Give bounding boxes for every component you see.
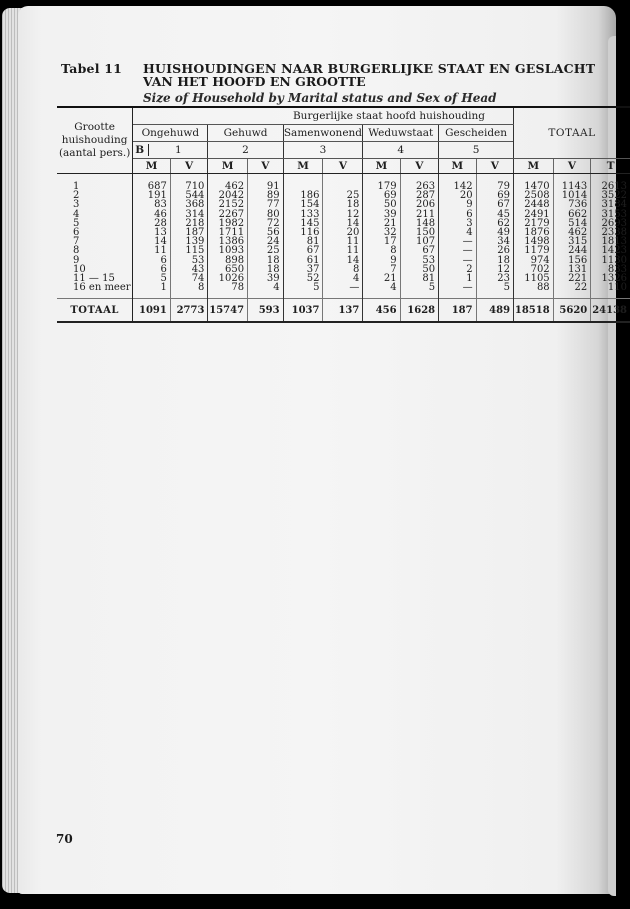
totaal-t-column: [591, 174, 630, 299]
total-ongehuwd-v: 2773: [170, 299, 208, 323]
table-cell: 898: [224, 254, 245, 266]
table-number: Tabel 11: [61, 61, 122, 76]
col-header-m: M: [283, 159, 323, 174]
col-header-total-v: V: [553, 159, 591, 174]
table-cell: 18: [266, 254, 280, 266]
table-cell: 72: [266, 217, 280, 229]
table-cell: 1: [160, 282, 167, 294]
table-cell: 2693: [601, 217, 627, 229]
ongehuwd-m-column: [133, 174, 171, 299]
table-cell: 43: [191, 263, 205, 275]
gehuwd-v-column: [248, 174, 284, 299]
gehuwd-m-column: [208, 174, 248, 299]
table-cell: 6: [466, 208, 473, 220]
table-cell: 1: [466, 272, 473, 284]
table-cell: 3: [466, 217, 473, 229]
table-cell: 206: [416, 199, 436, 211]
table-cell: 45: [497, 208, 511, 220]
table-cell: 833: [607, 263, 627, 275]
table-cell: 3522: [601, 190, 627, 202]
table-cell: 8: [352, 263, 360, 275]
table-cell: 5: [428, 282, 436, 294]
table-cell: 4: [352, 272, 360, 284]
table-cell: 2: [466, 263, 473, 275]
table-cell: 14: [346, 254, 360, 266]
table-cell: 6: [160, 263, 167, 275]
total-samenwonend-v: 137: [323, 299, 363, 323]
table-cell: 1982: [218, 217, 245, 229]
table-cell: 18: [346, 199, 360, 211]
table-cell: 67: [422, 245, 436, 257]
col-header-v: V: [476, 159, 513, 174]
table-cell: 2448: [524, 199, 550, 211]
col-header-v: V: [170, 159, 208, 174]
table-cell: 115: [185, 245, 205, 257]
table-cell: 20: [346, 226, 360, 238]
table-cell: 52: [306, 272, 320, 284]
table-cell: 25: [266, 245, 280, 257]
table-cell: 9: [466, 199, 473, 211]
table-cell: 32: [383, 226, 397, 238]
table-cell: 2508: [524, 190, 550, 202]
gescheiden-v-column: [476, 174, 513, 299]
table-cell: 78: [231, 282, 245, 294]
gescheiden-m-column: [439, 174, 476, 299]
table-cell: 710: [185, 181, 205, 192]
col-header-m: M: [439, 159, 476, 174]
table-cell: 56: [266, 226, 280, 238]
table-cell: 6: [73, 226, 80, 238]
table-cell: 17: [383, 236, 397, 248]
group-weduwstaat: Weduwstaat: [363, 125, 439, 142]
table-title-block: [61, 62, 621, 105]
table-cell: 4: [390, 282, 397, 294]
table-cell: 145: [300, 217, 320, 229]
table-cell: —: [462, 245, 473, 257]
samenwonend-m-column: [283, 174, 323, 299]
table-cell: 11: [154, 245, 167, 257]
table-cell: 4: [73, 208, 80, 220]
table-cell: 12: [346, 208, 360, 220]
total-gehuwd-v: 593: [248, 299, 284, 323]
table-cell: 8: [390, 245, 397, 257]
totaal-m-column: [514, 174, 554, 299]
table-cell: 662: [568, 208, 588, 220]
table-cell: 702: [530, 263, 550, 275]
total-gescheiden-m: 187: [439, 299, 476, 323]
total-samenwonend-m: 1037: [283, 299, 323, 323]
total-totaal-t: 24138: [591, 299, 630, 323]
table-cell: 221: [568, 272, 588, 284]
table-cell: 49: [497, 226, 511, 238]
size-labels: [57, 174, 133, 299]
table-cell: 21: [383, 272, 397, 284]
household-table: [57, 106, 630, 323]
table-cell: 1105: [524, 272, 550, 284]
table-cell: 22: [574, 282, 588, 294]
table-cell: 88: [536, 282, 550, 294]
table-cell: 50: [383, 199, 397, 211]
table-cell: 61: [306, 254, 320, 266]
table-cell: 462: [568, 226, 588, 238]
col-header-v: V: [400, 159, 439, 174]
table-cell: 7: [390, 263, 397, 275]
table-cell: 9: [73, 254, 80, 266]
totals-row: [57, 299, 630, 323]
table-cell: —: [349, 282, 360, 294]
col-header-v: V: [323, 159, 363, 174]
table-cell: 2267: [218, 208, 245, 220]
col-header-v: V: [248, 159, 284, 174]
table-cell: 91: [266, 181, 280, 192]
table-cell: 1179: [524, 245, 550, 257]
table-cell: 26: [497, 245, 511, 257]
table-cell: 211: [416, 208, 436, 220]
table-cell: 4: [273, 282, 280, 294]
table-cell: 1498: [524, 236, 550, 248]
table-cell: 462: [224, 181, 245, 192]
total-totaal-m: 18518: [514, 299, 554, 323]
table-cell: 156: [568, 254, 588, 266]
table-cell: 77: [266, 199, 280, 211]
table-cell: 191: [147, 190, 167, 202]
table-cell: 1386: [218, 236, 245, 248]
table-cell: 1876: [524, 226, 550, 238]
table-cell: 974: [530, 254, 550, 266]
col-header-total-t: T: [591, 159, 630, 174]
group-number-4: 4: [363, 142, 439, 159]
table-cell: 10: [73, 263, 86, 275]
col-header-m: M: [133, 159, 171, 174]
table-cell: 7: [73, 236, 80, 248]
group-number-2: 2: [208, 142, 283, 159]
table-cell: 186: [300, 190, 320, 202]
table-cell: 13: [154, 226, 167, 238]
table-cell: 263: [416, 181, 436, 192]
table-cell: 79: [497, 181, 511, 192]
table-cell: 5: [160, 272, 167, 284]
table-cell: 736: [568, 199, 588, 211]
table-cell: 2179: [524, 217, 550, 229]
table-cell: 650: [224, 263, 245, 275]
table-cell: 287: [416, 190, 436, 202]
table-cell: 133: [300, 208, 320, 220]
table-cell: 50: [422, 263, 436, 275]
table-cell: 62: [497, 217, 511, 229]
table-cell: 218: [185, 217, 205, 229]
table-cell: 4: [466, 226, 473, 238]
table-cell: 3: [73, 199, 80, 211]
group-ongehuwd: Ongehuwd: [133, 125, 208, 142]
table-cell: 315: [568, 236, 588, 248]
table-cell: 2338: [601, 226, 627, 238]
group-gehuwd: Gehuwd: [208, 125, 283, 142]
table-cell: 39: [266, 272, 280, 284]
table-cell: 2: [73, 190, 80, 202]
table-cell: 11 — 15: [73, 272, 115, 284]
table-cell: 2491: [524, 208, 550, 220]
table-cell: 16 en meer: [73, 282, 131, 294]
col-header-m: M: [208, 159, 248, 174]
table-cell: 187: [185, 226, 205, 238]
table-cell: 34: [497, 236, 511, 248]
total-weduwstaat-m: 456: [363, 299, 400, 323]
table-cell: 1130: [601, 254, 627, 266]
table-cell: 2613: [601, 181, 627, 192]
table-cell: 1423: [601, 245, 627, 257]
table-cell: 116: [300, 226, 320, 238]
table-cell: 25: [346, 190, 360, 202]
table-cell: 24: [266, 236, 280, 248]
table-title-line1: Tabel 11 HUISHOUDINGEN NAAR BURGERLIJKE STAAT EN GESLACHT: [61, 61, 596, 76]
page-number: 70: [56, 832, 73, 846]
table-cell: 179: [377, 181, 397, 192]
table-cell: 80: [266, 208, 280, 220]
total-ongehuwd-m: 1091: [133, 299, 171, 323]
table-cell: 3184: [601, 199, 627, 211]
table-cell: 368: [185, 199, 205, 211]
table-cell: 244: [568, 245, 588, 257]
table-cell: 23: [497, 272, 511, 284]
total-weduwstaat-v: 1628: [400, 299, 439, 323]
table-cell: 69: [497, 190, 511, 202]
table-cell: 81: [306, 236, 320, 248]
table-cell: 89: [266, 190, 280, 202]
table-cell: 67: [306, 245, 320, 257]
table-cell: 46: [154, 208, 167, 220]
table-cell: 314: [185, 208, 205, 220]
table-cell: 1014: [561, 190, 588, 202]
table-cell: 37: [306, 263, 320, 275]
table-cell: 1: [73, 181, 80, 192]
table-cell: 5: [313, 282, 320, 294]
table-cell: 1813: [601, 236, 627, 248]
group-number-5: 5: [439, 142, 514, 159]
table-cell: 20: [459, 190, 473, 202]
table-cell: 154: [300, 199, 320, 211]
total-gescheiden-v: 489: [476, 299, 513, 323]
ongehuwd-v-column: [170, 174, 208, 299]
samenwonend-v-column: [323, 174, 363, 299]
table-cell: 39: [383, 208, 397, 220]
b-marker: B: [133, 144, 149, 156]
table-cell: 1143: [561, 181, 588, 192]
table-body-row: [57, 174, 630, 299]
table-cell: 74: [191, 272, 205, 284]
table-cell: 139: [185, 236, 205, 248]
table-subtitle: Size of Household by Marital status and Sex of Head: [143, 91, 497, 105]
table-cell: 9: [390, 254, 397, 266]
table-cell: 8: [198, 282, 205, 294]
table-cell: 83: [154, 199, 167, 211]
group-number-1: B 1: [133, 142, 208, 159]
total-gehuwd-m: 15747: [208, 299, 248, 323]
table-cell: 5: [503, 282, 511, 294]
table-cell: 11: [346, 245, 360, 257]
table-cell: 1026: [218, 272, 245, 284]
table-cell: —: [462, 282, 473, 294]
table-cell: 67: [497, 199, 511, 211]
table-cell: 8: [73, 245, 80, 257]
table-cell: 107: [416, 236, 436, 248]
group-gescheiden: Gescheiden: [439, 125, 514, 142]
weduwstaat-v-column: [400, 174, 439, 299]
table-cell: 1326: [601, 272, 627, 284]
group-samenwonend: Samenwonend: [283, 125, 363, 142]
table-cell: 1470: [524, 181, 550, 192]
table-cell: 514: [568, 217, 588, 229]
weduwstaat-m-column: [363, 174, 400, 299]
table-cell: 18: [497, 254, 511, 266]
table-cell: 53: [422, 254, 436, 266]
table-cell: 1711: [218, 226, 245, 238]
table-cell: 11: [346, 236, 360, 248]
table-cell: 18: [266, 263, 280, 275]
table-cell: 6: [160, 254, 167, 266]
table-cell: 21: [383, 217, 397, 229]
totals-label: TOTAAL: [57, 299, 133, 323]
table-cell: —: [462, 236, 473, 248]
row-label-header: Grootte huishouding (aantal pers.): [57, 107, 133, 174]
table-cell: 14: [346, 217, 360, 229]
group-number-3: 3: [283, 142, 363, 159]
table-cell: 5: [73, 217, 80, 229]
table-cell: 81: [422, 272, 436, 284]
col-header-m: M: [363, 159, 400, 174]
table-cell: 687: [147, 181, 167, 192]
total-totaal-v: 5620: [553, 299, 591, 323]
table-cell: 28: [154, 217, 167, 229]
table-cell: 150: [416, 226, 436, 238]
table-cell: 148: [416, 217, 436, 229]
table-cell: 14: [154, 236, 167, 248]
table-cell: 69: [383, 190, 397, 202]
table-cell: 131: [568, 263, 588, 275]
table-cell: 2152: [218, 199, 245, 211]
table-cell: 12: [497, 263, 511, 275]
totaal-v-column: [553, 174, 591, 299]
marital-status-spanner: Burgerlijke staat hoofd huishouding: [133, 107, 514, 125]
table-cell: 110: [607, 282, 627, 294]
table-cell: —: [462, 254, 473, 266]
table-cell: 544: [185, 190, 205, 202]
col-header-total-m: M: [514, 159, 554, 174]
total-header: TOTAAL: [514, 107, 630, 159]
table-cell: 2042: [218, 190, 245, 202]
table-cell: 53: [191, 254, 205, 266]
table-cell: 1093: [218, 245, 245, 257]
table-cell: 142: [453, 181, 473, 192]
table-cell: 3153: [601, 208, 627, 220]
table-title-line2: VAN HET HOOFD EN GROOTTE: [143, 74, 366, 89]
